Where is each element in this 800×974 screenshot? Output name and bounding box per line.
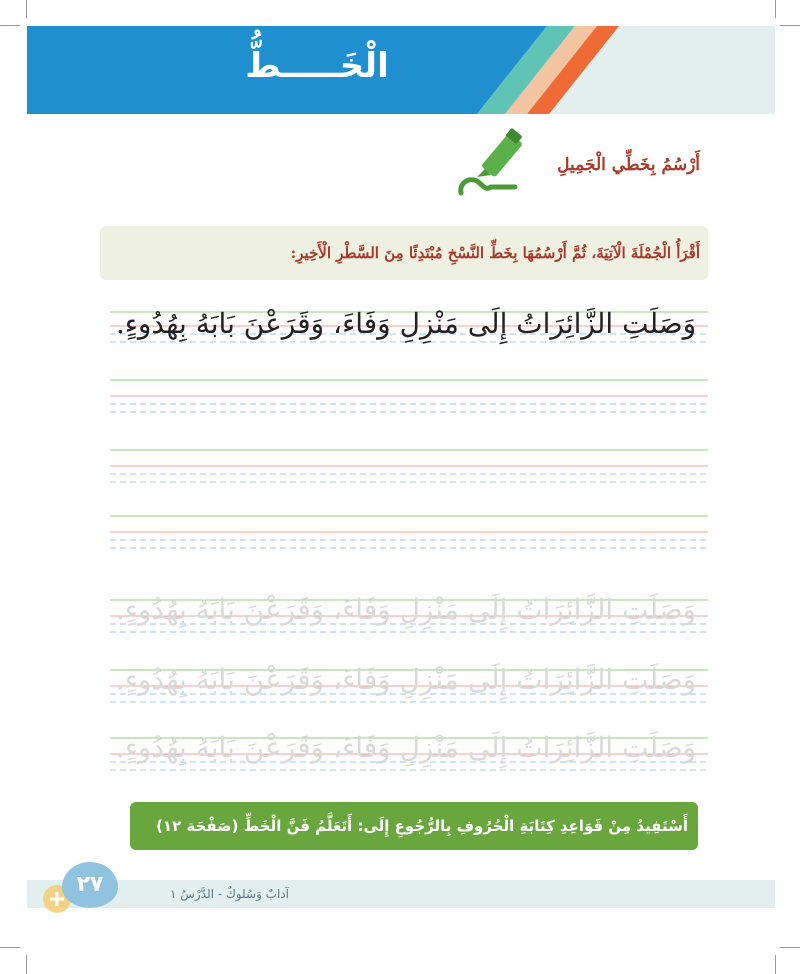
instruction-text: أَقْرَأُ الْجُمْلَةَ الْآتِيَةَ، ثُمَّ أَرْسُمُهَا بِخَطِّ النَّسْخِ مُبْتَدِئًا مِنَ السَّطْرِ الْأَخِيرِ: [290,244,700,262]
trace-line-2: وَصَلَتِ الزَّائِرَاتُ إِلَى مَنْزِلِ وَفَاءَ، وَقَرَعْنَ بَابَهُ بِهُدُوءٍ. [115,663,697,696]
trace-line-3: وَصَلَتِ الزَّائِرَاتُ إِلَى مَنْزِلِ وَفَاءَ، وَقَرَعْنَ بَابَهُ بِهُدُوءٍ. [115,731,697,764]
tip-text: أَسْتَفِيدُ مِنْ قَوَاعِدِ كِتَابَةِ الْحُرُوفِ بِالرُّجُوعِ إِلَى: أَتَعَلَّمُ فَنَّ الْخَطِّ (صَفْحَة ١٢) [156,817,688,835]
section-label: أَرْسُمُ بِخَطِّي الْجَمِيلِ [557,155,700,175]
page-number: ٢٧ [76,872,104,897]
page-title: الْخَـــــطُّ [245,46,389,86]
footer-lesson-text: آدابٌ وَسُلوكٌ - الدَّرْسُ ١ [170,887,289,901]
model-sentence: وَصَلَتِ الزَّائِرَاتُ إِلَى مَنْزِلِ وَفَاءَ، وَقَرَعْنَ بَابَهُ بِهُدُوءٍ. [115,307,697,340]
trace-line-1: وَصَلَتِ الزَّائِرَاتُ إِلَى مَنْزِلِ وَفَاءَ، وَقَرَعْنَ بَابَهُ بِهُدُوءٍ. [115,593,697,626]
footer-bar [27,880,775,908]
